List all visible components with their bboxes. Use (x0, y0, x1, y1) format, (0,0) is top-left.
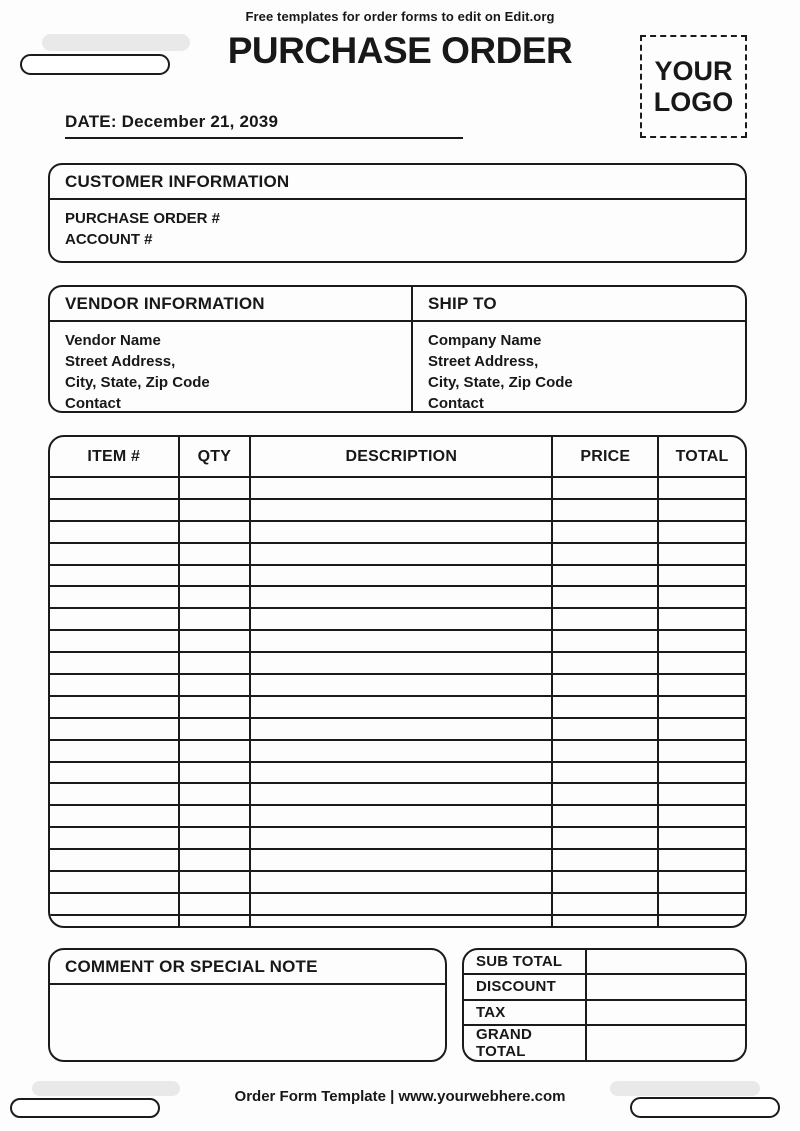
item-row (50, 608, 745, 630)
item-cell[interactable] (50, 608, 179, 630)
item-cell[interactable] (658, 696, 745, 718)
logo-placeholder[interactable] (640, 35, 747, 138)
item-cell[interactable] (179, 608, 251, 630)
item-cell[interactable] (658, 586, 745, 608)
item-cell[interactable] (552, 849, 658, 871)
item-cell[interactable] (50, 477, 179, 499)
item-cell[interactable] (179, 696, 251, 718)
item-cell[interactable] (658, 783, 745, 805)
totals-label-discount: DISCOUNT (464, 975, 587, 998)
item-cell[interactable] (179, 565, 251, 587)
item-cell[interactable] (179, 674, 251, 696)
item-cell[interactable] (250, 871, 552, 893)
item-cell[interactable] (552, 674, 658, 696)
comment-title: COMMENT OR SPECIAL NOTE (50, 950, 445, 985)
vendor-name-field[interactable]: Vendor Name (65, 332, 161, 349)
item-cell[interactable] (658, 871, 745, 893)
column-header-total: TOTAL (658, 437, 745, 477)
item-cell[interactable] (250, 586, 552, 608)
item-cell[interactable] (250, 630, 552, 652)
item-cell[interactable] (250, 849, 552, 871)
item-cell[interactable] (50, 805, 179, 827)
item-cell[interactable] (50, 827, 179, 849)
item-cell[interactable] (552, 915, 658, 926)
item-cell[interactable] (658, 849, 745, 871)
top-promo-text: Free templates for order forms to edit on Edit.org (245, 9, 555, 24)
items-table-section (48, 435, 747, 928)
item-cell[interactable] (179, 805, 251, 827)
item-row (50, 871, 745, 893)
item-cell[interactable] (552, 499, 658, 521)
item-cell[interactable] (250, 652, 552, 674)
item-cell[interactable] (658, 718, 745, 740)
vendor-street-field[interactable]: Street Address, (65, 353, 176, 370)
decorative-pill-outline-bottom-left (10, 1098, 160, 1118)
ship-to-column (411, 287, 745, 411)
item-row (50, 652, 745, 674)
item-row (50, 477, 745, 499)
item-cell[interactable] (658, 740, 745, 762)
totals-row (464, 1026, 745, 1060)
item-row (50, 893, 745, 915)
item-cell[interactable] (50, 871, 179, 893)
item-cell[interactable] (250, 805, 552, 827)
logo-text: YOUR LOGO (653, 56, 734, 117)
totals-label-tax: TAX (464, 1001, 587, 1024)
item-cell[interactable] (250, 608, 552, 630)
item-cell[interactable] (179, 543, 251, 565)
item-cell[interactable] (250, 827, 552, 849)
item-cell[interactable] (250, 499, 552, 521)
column-header-qty: QTY (179, 437, 251, 477)
item-cell[interactable] (179, 740, 251, 762)
item-cell[interactable] (658, 477, 745, 499)
item-cell[interactable] (250, 565, 552, 587)
totals-label-sub-total: SUB TOTAL (464, 950, 587, 973)
item-row (50, 543, 745, 565)
date-field[interactable]: DATE: December 21, 2039 (65, 112, 463, 139)
item-row (50, 521, 745, 543)
item-cell[interactable] (658, 521, 745, 543)
shipto-city-field[interactable]: City, State, Zip Code (428, 374, 573, 391)
customer-information-section (48, 163, 747, 263)
item-cell[interactable] (552, 740, 658, 762)
item-cell[interactable] (552, 565, 658, 587)
item-cell[interactable] (658, 608, 745, 630)
item-cell[interactable] (552, 586, 658, 608)
item-cell[interactable] (50, 652, 179, 674)
item-cell[interactable] (250, 543, 552, 565)
item-cell[interactable] (250, 521, 552, 543)
item-cell[interactable] (179, 630, 251, 652)
vendor-city-field[interactable]: City, State, Zip Code (65, 374, 210, 391)
item-cell[interactable] (179, 783, 251, 805)
item-cell[interactable] (552, 652, 658, 674)
vendor-information-title: VENDOR INFORMATION (50, 287, 411, 322)
item-cell[interactable] (50, 565, 179, 587)
item-row (50, 718, 745, 740)
item-cell[interactable] (658, 630, 745, 652)
item-cell[interactable] (50, 740, 179, 762)
item-cell[interactable] (658, 805, 745, 827)
totals-value-field[interactable] (587, 950, 745, 973)
item-row (50, 740, 745, 762)
item-cell[interactable] (658, 827, 745, 849)
item-cell[interactable] (179, 521, 251, 543)
item-cell[interactable] (250, 477, 552, 499)
ship-to-title: SHIP TO (413, 287, 745, 322)
item-cell[interactable] (552, 477, 658, 499)
item-cell[interactable] (50, 762, 179, 784)
vendor-contact-field[interactable]: Contact (65, 395, 121, 412)
item-cell[interactable] (50, 499, 179, 521)
item-cell[interactable] (552, 762, 658, 784)
item-cell[interactable] (179, 718, 251, 740)
item-cell[interactable] (658, 543, 745, 565)
item-row (50, 696, 745, 718)
item-cell[interactable] (50, 630, 179, 652)
decorative-pill-outline-bottom-right (630, 1097, 780, 1118)
item-cell[interactable] (658, 762, 745, 784)
item-cell[interactable] (50, 696, 179, 718)
item-cell[interactable] (552, 805, 658, 827)
totals-value-field[interactable] (587, 1001, 745, 1024)
item-cell[interactable] (179, 849, 251, 871)
item-cell[interactable] (250, 696, 552, 718)
totals-row (464, 975, 745, 1000)
totals-section (462, 948, 747, 1062)
item-cell[interactable] (50, 586, 179, 608)
item-cell[interactable] (179, 499, 251, 521)
page-title: PURCHASE ORDER (227, 30, 573, 71)
item-cell[interactable] (552, 827, 658, 849)
totals-value-field[interactable] (587, 1026, 745, 1060)
item-cell[interactable] (552, 696, 658, 718)
item-cell[interactable] (50, 543, 179, 565)
comment-input-area[interactable] (50, 985, 445, 1062)
item-cell[interactable] (552, 718, 658, 740)
item-row (50, 499, 745, 521)
decorative-pill-gray-bottom-left (32, 1081, 180, 1096)
footer-text: Order Form Template | www.yourwebhere.com (234, 1088, 566, 1105)
comment-section (48, 948, 447, 1062)
item-cell[interactable] (179, 871, 251, 893)
item-row (50, 630, 745, 652)
item-cell[interactable] (658, 674, 745, 696)
shipto-contact-field[interactable]: Contact (428, 395, 484, 412)
item-cell[interactable] (50, 849, 179, 871)
item-cell[interactable] (552, 543, 658, 565)
totals-row (464, 1001, 745, 1026)
item-cell[interactable] (250, 674, 552, 696)
purchase-order-number-field[interactable]: PURCHASE ORDER # (65, 210, 221, 227)
item-cell[interactable] (50, 915, 179, 926)
item-cell[interactable] (552, 521, 658, 543)
items-table (50, 437, 745, 926)
totals-row (464, 950, 745, 975)
items-header-row (50, 437, 745, 477)
item-cell[interactable] (50, 521, 179, 543)
item-cell[interactable] (179, 827, 251, 849)
item-cell[interactable] (552, 630, 658, 652)
item-cell[interactable] (658, 565, 745, 587)
item-cell[interactable] (179, 586, 251, 608)
item-cell[interactable] (552, 608, 658, 630)
item-cell[interactable] (552, 893, 658, 915)
item-cell[interactable] (658, 499, 745, 521)
item-cell[interactable] (179, 915, 251, 926)
item-cell[interactable] (552, 783, 658, 805)
item-cell[interactable] (250, 783, 552, 805)
item-row (50, 586, 745, 608)
item-cell[interactable] (179, 652, 251, 674)
shipto-company-field[interactable]: Company Name (428, 332, 542, 349)
item-cell[interactable] (250, 718, 552, 740)
item-row (50, 849, 745, 871)
item-cell[interactable] (50, 783, 179, 805)
shipto-street-field[interactable]: Street Address, (428, 353, 539, 370)
column-header-price: PRICE (552, 437, 658, 477)
item-cell[interactable] (50, 718, 179, 740)
customer-information-title: CUSTOMER INFORMATION (50, 165, 745, 200)
column-header-description: DESCRIPTION (250, 437, 552, 477)
item-cell[interactable] (250, 915, 552, 926)
vendor-information-column (50, 287, 411, 411)
item-cell[interactable] (250, 740, 552, 762)
item-cell[interactable] (658, 652, 745, 674)
item-row (50, 827, 745, 849)
item-row (50, 762, 745, 784)
item-cell[interactable] (50, 674, 179, 696)
totals-label-grand-total: GRAND TOTAL (464, 1026, 587, 1060)
totals-value-field[interactable] (587, 975, 745, 998)
item-cell[interactable] (658, 893, 745, 915)
item-row (50, 565, 745, 587)
item-row (50, 783, 745, 805)
item-cell[interactable] (250, 893, 552, 915)
item-row (50, 805, 745, 827)
item-row (50, 674, 745, 696)
item-cell[interactable] (658, 915, 745, 926)
decorative-pill-gray-bottom-right (610, 1081, 760, 1096)
item-cell[interactable] (50, 893, 179, 915)
item-cell[interactable] (179, 893, 251, 915)
item-cell[interactable] (179, 762, 251, 784)
item-cell[interactable] (179, 477, 251, 499)
column-header-item: ITEM # (50, 437, 179, 477)
vendor-shipto-section (48, 285, 747, 413)
account-number-field[interactable]: ACCOUNT # (65, 231, 153, 248)
item-cell[interactable] (250, 762, 552, 784)
item-row (50, 915, 745, 926)
item-cell[interactable] (552, 871, 658, 893)
